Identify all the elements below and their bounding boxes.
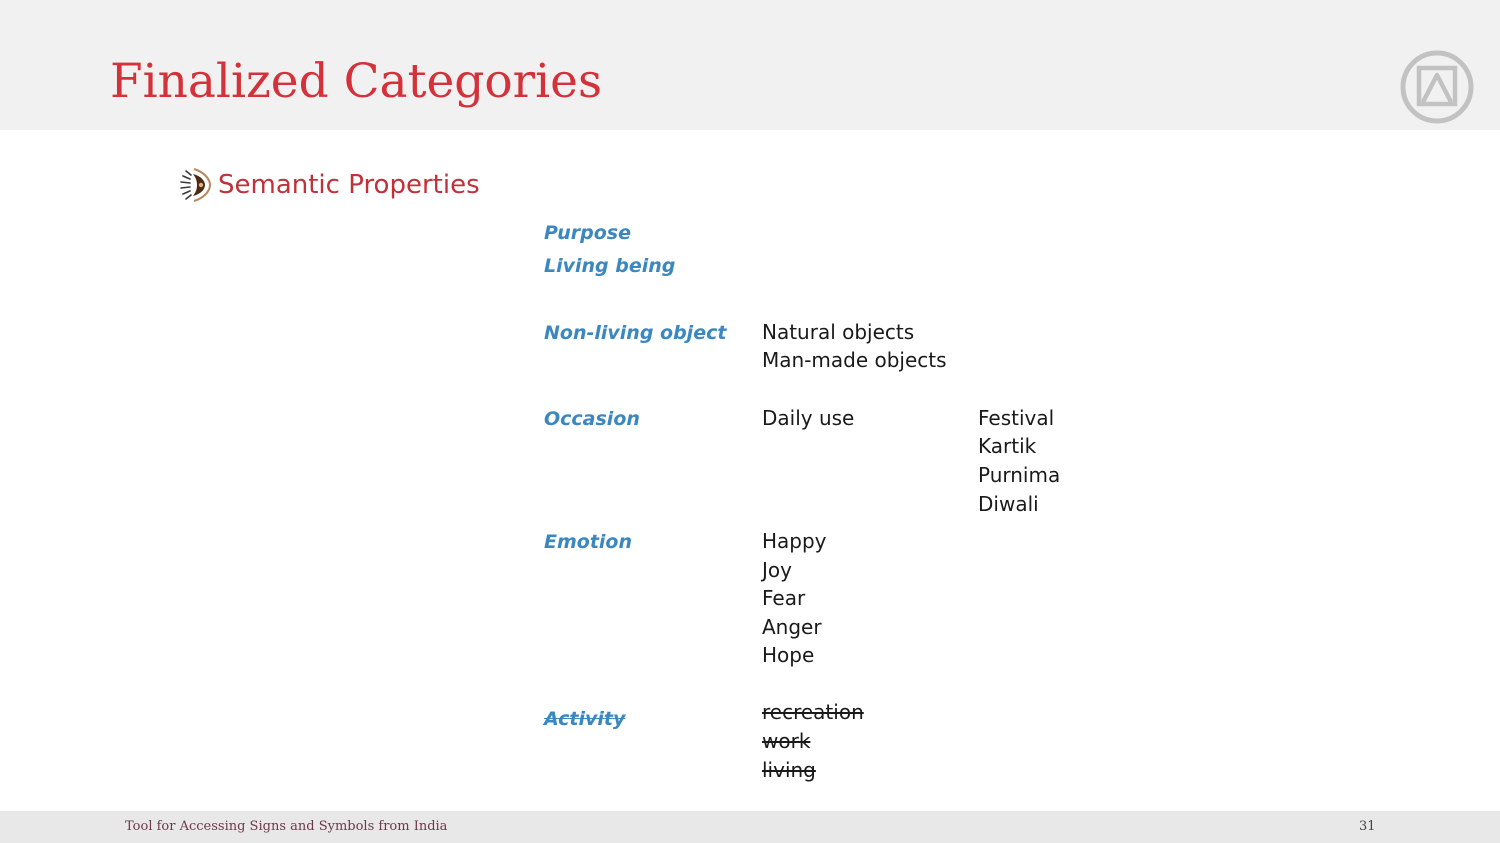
category-emotion: Emotion (544, 531, 633, 553)
category-activity: Activity (544, 708, 626, 730)
value-kartik: Kartik (978, 434, 1037, 458)
value-living: living (762, 758, 816, 782)
value-anger: Anger (762, 615, 822, 639)
value-diwali: Diwali (978, 492, 1039, 516)
value-natural-objects: Natural objects (762, 320, 915, 344)
section-title: Semantic Properties (218, 170, 480, 200)
value-daily-use: Daily use (762, 406, 855, 430)
value-recreation: recreation (762, 700, 864, 724)
eye-icon (180, 166, 212, 204)
value-purnima: Purnima (978, 463, 1061, 487)
category-living-being: Living being (544, 255, 676, 277)
category-occasion: Occasion (544, 408, 640, 430)
value-work: work (762, 729, 811, 753)
category-purpose: Purpose (544, 222, 631, 244)
value-happy: Happy (762, 529, 827, 553)
value-hope: Hope (762, 643, 815, 667)
value-man-made-objects: Man-made objects (762, 348, 947, 372)
footer-text: Tool for Accessing Signs and Symbols from India (125, 819, 448, 834)
page-number: 31 (1359, 819, 1376, 834)
circle-triangle-logo (1399, 49, 1475, 125)
category-non-living-object: Non-living object (544, 322, 727, 344)
value-fear: Fear (762, 586, 806, 610)
page-title: Finalized Categories (110, 54, 603, 109)
value-festival: Festival (978, 406, 1055, 430)
value-joy: Joy (762, 558, 792, 582)
